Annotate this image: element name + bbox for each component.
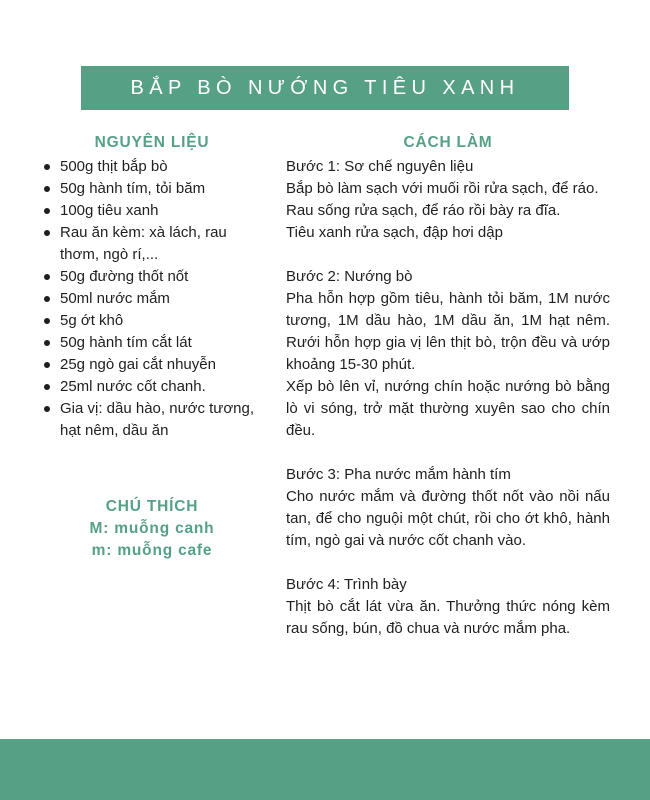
footer-band: [0, 739, 650, 800]
step-title: Bước 4: Trình bày: [286, 576, 407, 593]
ingredient-text: 50g hành tím cắt lát: [60, 334, 192, 351]
steps-list: [286, 156, 610, 640]
bullet-icon: [44, 406, 50, 412]
step-text: Cho nước mắm và đường thốt nốt vào nồi nấu tan, để cho nguội một chút, rồi cho ớt khô, hành tím, ngò gai và nước cốt chanh vào.: [286, 488, 610, 549]
step-title: Bước 3: Pha nước mắm hành tím: [286, 466, 511, 483]
bullet-icon: [44, 318, 50, 324]
ingredient-item: [42, 354, 262, 376]
step-title: Bước 1: Sơ chế nguyên liệu: [286, 158, 474, 175]
bullet-icon: [44, 340, 50, 346]
ingredient-text: 50g đường thốt nốt: [60, 268, 189, 285]
ingredient-item: [42, 200, 262, 222]
ingredient-item: [42, 266, 262, 288]
bullet-icon: [44, 208, 50, 214]
step-3: [286, 464, 610, 552]
ingredients-column: [42, 132, 262, 562]
ingredient-item: [42, 332, 262, 354]
note-tablespoon: M: muỗng canh: [89, 520, 215, 537]
step-text: Bắp bò làm sạch với muối rồi rửa sạch, để ráo. Rau sống rửa sạch, để ráo rồi bày ra đĩa. Tiêu xanh rửa sạch, đập hơi dập: [286, 180, 599, 241]
bullet-icon: [44, 230, 50, 236]
ingredient-item: [42, 178, 262, 200]
bullet-icon: [44, 186, 50, 192]
note-teaspoon: m: muỗng cafe: [91, 542, 213, 559]
ingredient-text: 25g ngò gai cắt nhuyễn: [60, 356, 216, 373]
bullet-icon: [44, 384, 50, 390]
notes-heading: CHÚ THÍCH: [105, 498, 199, 515]
bullet-icon: [44, 296, 50, 302]
method-column: [286, 132, 610, 662]
notes-block: [42, 496, 262, 562]
ingredient-text: 50ml nước mắm: [60, 290, 170, 307]
ingredient-item: [42, 310, 262, 332]
ingredient-text: Rau ăn kèm: xà lách, rau thơm, ngò rí,...: [60, 224, 227, 263]
recipe-title: BẮP BÒ NƯỚNG TIÊU XANH: [130, 76, 520, 99]
ingredient-item: [42, 376, 262, 398]
step-4: [286, 574, 610, 640]
bullet-icon: [44, 274, 50, 280]
ingredient-text: 25ml nước cốt chanh.: [60, 378, 206, 395]
ingredient-item: [42, 156, 262, 178]
ingredient-item: [42, 222, 262, 266]
step-title: Bước 2: Nướng bò: [286, 268, 413, 285]
step-1: [286, 156, 610, 244]
step-text: Thịt bò cắt lát vừa ăn. Thưởng thức nóng kèm rau sống, bún, đồ chua và nước mắm pha.: [286, 598, 610, 637]
bullet-icon: [44, 362, 50, 368]
ingredient-text: 500g thịt bắp bò: [60, 158, 168, 175]
title-banner: [81, 66, 569, 110]
step-text: Pha hỗn hợp gồm tiêu, hành tỏi băm, 1M nước tương, 1M dầu hào, 1M dầu ăn, 1M hạt nêm. Rưới hỗn hợp gia vị lên thịt bò, trộn đều và ướp khoảng 15-30 phút. Xếp bò lên vỉ, nướng chín hoặc nướng bò bằng lò vi sóng, trở mặt thường xuyên sao cho chín đều.: [286, 290, 610, 439]
ingredient-item: [42, 398, 262, 442]
ingredient-text: 100g tiêu xanh: [60, 202, 159, 219]
ingredient-item: [42, 288, 262, 310]
ingredients-list: [42, 156, 262, 442]
ingredient-text: 5g ớt khô: [60, 312, 124, 329]
ingredient-text: 50g hành tím, tỏi băm: [60, 180, 206, 197]
method-heading: CÁCH LÀM: [403, 134, 493, 151]
ingredient-text: Gia vị: dầu hào, nước tương, hạt nêm, dầu ăn: [60, 400, 255, 439]
ingredients-heading: NGUYÊN LIỆU: [94, 134, 210, 151]
bullet-icon: [44, 164, 50, 170]
step-2: [286, 266, 610, 442]
